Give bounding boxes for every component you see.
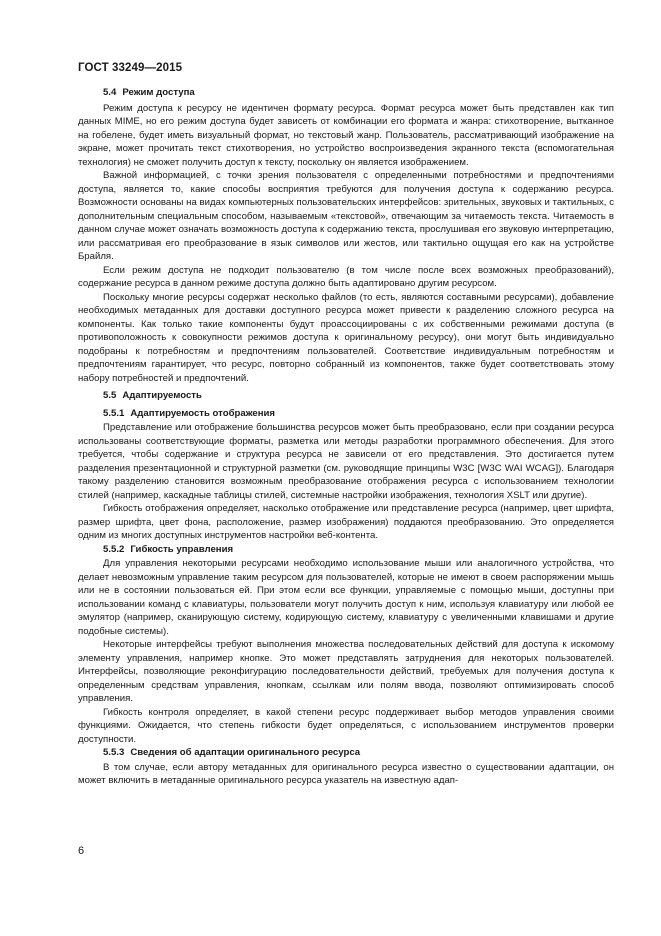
section-number: 5.5 [103,390,117,401]
paragraph: Гибкость контроля определяет, в какой степени ресурс поддерживает выбор методов управления своими функциями. Ожидается, что степень гибкости будет определяться, с использованием инструментов проверки доступности. [78,706,614,745]
section-number: 5.5.3 [103,747,125,758]
section-title: Адаптируемость [122,390,202,401]
subsection-heading [78,746,614,760]
subsection-heading [78,543,614,557]
paragraph: Гибкость отображения определяет, насколько отображение или представление ресурса (например, цвет шрифта, размер шрифта, цвет фона, расположение, размер изображения) поддаются преобразованию. Это определяется одним из многих доступных инструментов настройки веб-контента. [78,503,614,541]
document-header: ГОСТ 33249—2015 [78,62,183,74]
section-title: Гибкость управления [130,543,234,555]
subsection-heading [78,407,614,421]
paragraph: Поскольку многие ресурсы содержат несколько файлов (то есть, являются составными ресурсами), добавление необходимых метаданных для доставки доступного ресурса может привести к разделению сложного ресурса на компоненты. Как только такие компоненты будут проассоциированы с их собственными режимами доступа (в противоположность к совокупности режимов доступа к оригинальному ресурсу), они могут быть индивидуально подобраны к потребностям и предпочтениям пользователей. Соответствие индивидуальным потребностям и предпочтениям гарантирует, что ресурс, повторно собранный из компонентов, также будет соответствовать этому набору потребностей и предпочтений. [78,291,614,384]
section-number: 5.5.1 [103,407,125,419]
section-title: Адаптируемость отображения [130,407,276,419]
document-body [78,86,614,788]
section-heading [78,389,614,403]
section-number: 5.4 [103,87,117,98]
section-number: 5.5.2 [103,543,125,555]
paragraph: Представление или отображение большинства ресурсов может быть преобразовано, если при создании ресурса использованы соответствующие форматы, разметка или методы разработки программного обеспечения. Для этого требуется, чтобы содержание и структура ресурса не зависели от его представления. Это достигается путем разделения презентационной и структурной разметки (см. руководящие принципы W3C [W3C WAI WCAG]). Благодаря такому разделению становится возможным преобразование отображения ресурса с использованием технологии стилей (например, каскадные таблицы стилей, системные настройки изображения, технология XSLT или другие). [78,422,614,501]
paragraph: Если режим доступа не подходит пользователю (в том числе после всех возможных преобразований), содержание ресурса в данном режиме доступа должно быть адаптировано другим ресурсом. [78,264,614,289]
paragraph: В том случае, если автору метаданных для оригинального ресурса известно о существовании адаптации, он может включить в метаданные оригинального ресурса указатель на известную адап- [78,761,614,786]
section-title: Сведения об адаптации оригинального ресурса [130,747,361,758]
paragraph: Режим доступа к ресурсу не идентичен формату ресурса. Формат ресурса может быть представлен как тип данных MIME, но его режим доступа будет зависеть от комбинации его формата и жанра: стихотворение, вытканное на гобелене, будет иметь визуальный формат, но текстовый жанр. Пользователь, рассматривающий изображение на экране, может прочитать текст стихотворения, но устройство воспроизведения экранного текста (вспомогательная технология) не сможет получить доступ к тексту, поскольку он является изображением. [78,102,614,168]
section-title: Режим доступа [122,87,195,98]
page-number: 6 [78,845,85,857]
section-heading [78,86,614,100]
paragraph: Важной информацией, с точки зрения пользователя с определенными потребностями и предпочтениями доступа, является то, какие способы восприятия требуются для получения доступа к содержанию ресурса. Возможности основаны на видах компьютерных пользовательских интерфейсов: зрительных, звуковых и тактильных, с дополнительным специальным способом, называемым «текстовой», отвечающим за читаемость текста. Читаемость в данном случае может означать возможность доступа к содержанию текста, прослушивая его звуковую интерпретацию, или рассматривая его преобразование в язык символов или жестов, или тактильно ощущая его как на устройстве Брайля. [78,170,614,262]
paragraph: Некоторые интерфейсы требуют выполнения множества последовательных действий для доступа к искомому элементу управления, например кнопке. Это может представлять затруднения для некоторых пользователей. Интерфейсы, позволяющие реконфигурацию последовательности действий, требуемых для получения доступа к определенным средствам управления, кнопкам, ссылкам или полям ввода, позволяют оптимизировать способ управления. [78,639,614,704]
paragraph: Для управления некоторыми ресурсами необходимо использование мыши или аналогичного устройства, что делает невозможным управление таким ресурсом для пользователей, которые не имеют в своем распоряжении мышь или не в состоянии пользоваться ей. При этом если все функции, управляемые с помощью мыши, доступны при использовании команд с клавиатуры, пользователи могут получить доступ к ним, используя клавиатуру или любой ее эмулятор (например, сканирующую систему, кодирующую систему, клавиатуру с увеличенными клавишами и другие подобные системы). [78,558,614,637]
